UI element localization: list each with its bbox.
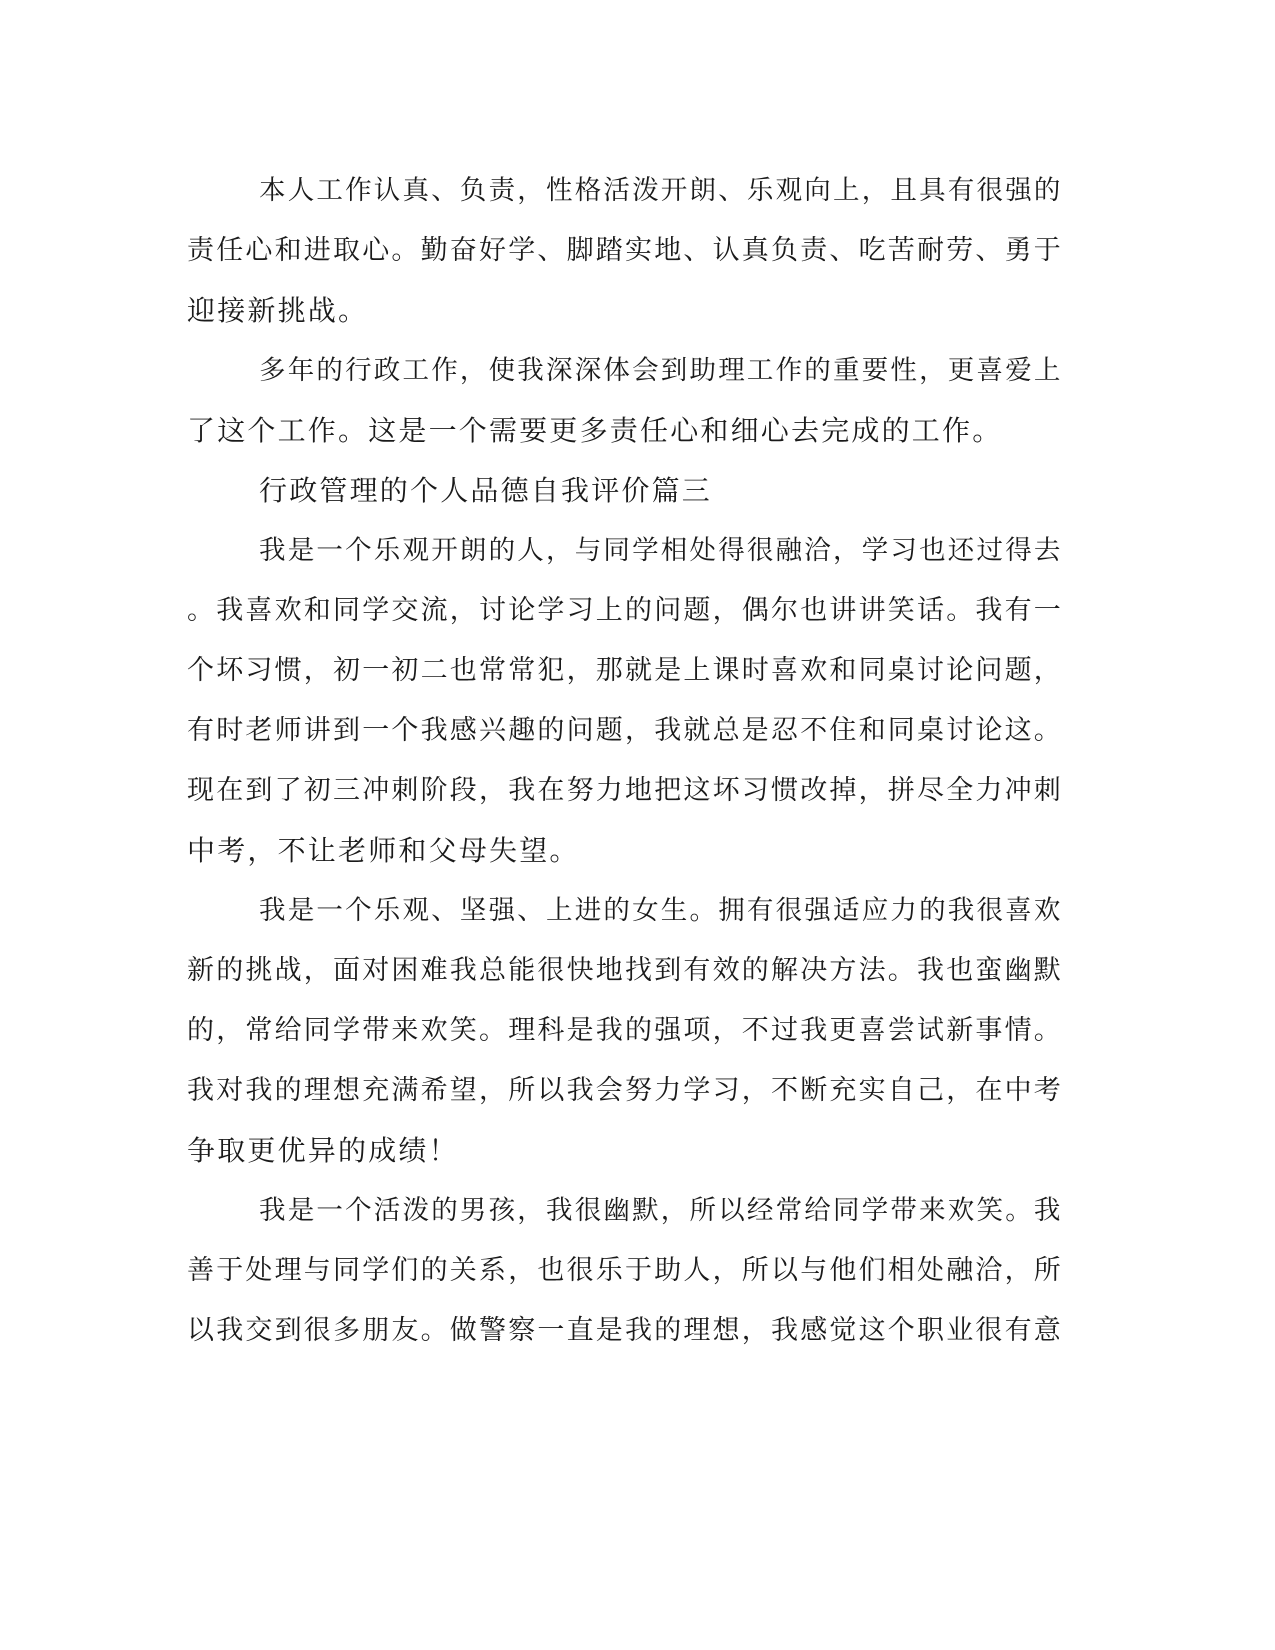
text-line: 现在到了初三冲刺阶段，我在努力地把这坏习惯改掉，拼尽全力冲刺 — [187, 775, 1063, 806]
text-line: 我是一个活泼的男孩，我很幽默，所以经常给同学带来欢笑。我 — [259, 1195, 1063, 1226]
text-line: 争取更优异的成绩！ — [187, 1134, 459, 1167]
text-line: 本人工作认真、负责，性格活泼开朗、乐观向上，且具有很强的 — [259, 175, 1063, 206]
text-line: 迎接新挑战。 — [187, 294, 369, 327]
text-line: 中考，不让老师和父母失望。 — [187, 834, 580, 867]
text-line: 新的挑战，面对困难我总能很快地找到有效的解决方法。我也蛮幽默 — [187, 955, 1063, 986]
text-line: 有时老师讲到一个我感兴趣的问题，我就总是忍不住和同桌讨论这。 — [187, 715, 1063, 746]
document-body — [187, 161, 1067, 1361]
text-line: 我对我的理想充满希望，所以我会努力学习，不断充实自己，在中考 — [187, 1075, 1063, 1106]
text-line: 个坏习惯，初一初二也常常犯，那就是上课时喜欢和同桌讨论问题， — [187, 655, 1063, 686]
text-line: 善于处理与同学们的关系，也很乐于助人，所以与他们相处融洽，所 — [187, 1255, 1063, 1286]
text-line: 责任心和进取心。勤奋好学、脚踏实地、认真负责、吃苦耐劳、勇于 — [187, 235, 1063, 266]
text-line: 了这个工作。这是一个需要更多责任心和细心去完成的工作。 — [187, 414, 1003, 447]
text-line: 以我交到很多朋友。做警察一直是我的理想，我感觉这个职业很有意 — [187, 1315, 1063, 1346]
text-line: 我是一个乐观开朗的人，与同学相处得很融洽，学习也还过得去 — [259, 535, 1063, 566]
text-line: 我是一个乐观、坚强、上进的女生。拥有很强适应力的我很喜欢 — [259, 895, 1063, 926]
text-line: 。我喜欢和同学交流，讨论学习上的问题，偶尔也讲讲笑话。我有一 — [187, 595, 1063, 626]
section-heading: 行政管理的个人品德自我评价篇三 — [259, 474, 713, 507]
text-line: 多年的行政工作，使我深深体会到助理工作的重要性，更喜爱上 — [259, 355, 1063, 386]
text-line: 的，常给同学带来欢笑。理科是我的强项，不过我更喜尝试新事情。 — [187, 1015, 1063, 1046]
